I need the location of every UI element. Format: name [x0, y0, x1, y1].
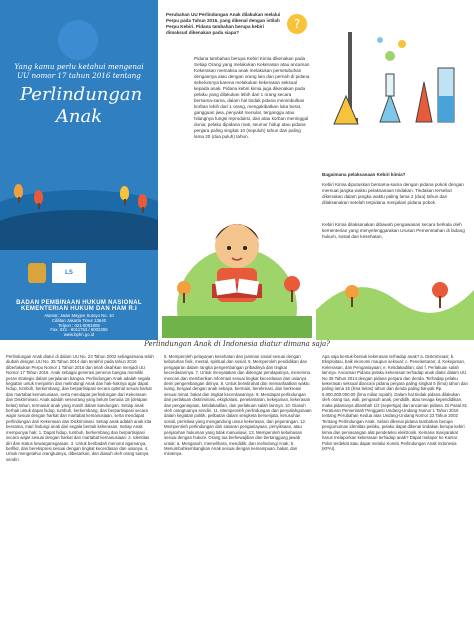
tree-trunk [38, 203, 40, 209]
kemenkumham-logo [28, 263, 46, 283]
tree-trunk [124, 199, 126, 205]
tree-trunk [142, 207, 144, 213]
web-link[interactable]: www.bphn.go.id [63, 332, 95, 338]
org-line-1: BADAN PEMBINAAN HUKUM NASIONAL [16, 300, 142, 306]
svg-text:?: ? [293, 17, 301, 31]
middle-body: Pidana tambahan berupa Kebiri Kimia dikenakan pada Setiap Orang yang melakukan Kekerasan atau ancaman Kekerasan memaksa anak melakukan persetubuhan dengannya atau dengan orang lain dan pernah di pidana sebelumnya karena melakukan kekerasan seksual kepada anak. Pidana kebiri kimia juga dikenakan pada pelaku yang dilakukan lebih dari 1 orang secara bersama-sama, dalam hal tindak pidana menimbulkan korban lebih dari 1 orang, mengakibatkan luka berat, gangguan jiwa, penyakit menular, terganggu atau hilangnya fungsi reproduksi, dan atau korban meninggal dunia; pelaku dipidana mati, seumur hidup atau pidana penjara paling singkat 10 (sepuluh) tahun dan paling lama 20 (dua puluh) tahun. [194, 56, 310, 139]
right-paragraph-2: Kebiri Kimia dilaksanakan dibawah pengawasan secara berkala oleh kementerian yang menyelenggarakan Urusan Pemerintahan di bidang hukum, sosial dan kesehatan. [322, 222, 465, 239]
right-paragraph-1: Kebiri Kimia diputuskan bersama-sama dengan pidana pokok dengan memuat jangka waktu pelaksanaan tindakan. Tindakan tersebut dikenakan dalam jangka waktu paling lama 2 (dua) tahun dan dilaksanakan setelah terpidana menjalani pidana pokok. [322, 182, 464, 205]
tree-trunk [18, 197, 20, 203]
address-line-2: Cililitan Jakarta Timur 13640 [51, 317, 107, 323]
cover-title: Perlindungan Anak [20, 84, 143, 127]
reading-child-illustration [162, 188, 312, 338]
sun-decoration [58, 20, 98, 60]
right-heading: Bagaimana pelaksanaan Kebiri kimia? [322, 172, 406, 177]
tree-icon [34, 190, 43, 204]
tree-icon [14, 184, 23, 198]
cover-contact [0, 314, 158, 340]
fax-text: Fax. 021 - 8011753 / 8002265 [50, 327, 108, 333]
middle-panel [158, 0, 316, 340]
org-line-2: KEMENTERIAN HUKUM DAN HAM R.I [20, 306, 138, 313]
tree-icon [138, 194, 147, 208]
middle-intro: Perubahan UU Perlindungan Anak dilakukan melalui Perpu pada Tahun 2016, yang dikenal dengan istilah Perpu Kebiri. Pidana tambahan berupa kebiri dimaksud dikenakan pada siapa? [166, 12, 281, 35]
cover-panel [0, 0, 158, 340]
question-decoration [282, 10, 312, 50]
hill-decoration [0, 210, 158, 250]
bottom-title: Perlindungan Anak di Indonesia diatur dimana saja? [144, 340, 330, 348]
logo-group [28, 262, 138, 284]
column-1: Perlindungan Anak diatur di dalam UU No. 23 Tahun 2002 sebagaimana telah diubah dengan UU No. 35 Tahun 2014 dan terakhir pada tahun 2016 diberlakukan Perpu Nomor 1 Tahun 2016 dan telah disahkan menjadi UU Nomor 17 Tahun 2016. Anak sebagai generasi penerus bangsa memiliki peran strategis dalam perjalanan bangsa. Perlindungan Anak adalah segala kegiatan untuk menjamin dan melindungi Anak dan hak-haknya agar dapat hidup, tumbuh, berkembang, dan berpartisipasi secara optimal sesuai harkat dan martabat kemanusiaan, serta mendapat perlindungan dari Kekerasan dan Diskriminasi. Anak adalah seseorang yang belum berusia 18 (delapan belas) tahun, termasuk anak yang masih dalam kandungan. Setiap anak berhak untuk dapat hidup, tumbuh, berkembang, dan berpartisipasi secara wajar sesuai dengan harkat dan martabat kemanusiaan, serta mendapat perlindungan dari Kekerasan dan Diskriminasi. Setiap anak adalah anak kita bersama, mari lindungi anak dari segala bentuk kekerasan. Setiap Anak mempunyai hak: 1. Dapat hidup, tumbuh, berkembang dan berpartisipasi secara wajar sesuai dengan harkat dan martabat kemanusiaan. 2. Identitas diri dan status kewarganegaraan. 3. Untuk beribadah menurut agamanya, berfikir, dan berekspresi sesuai dengan tingkat kecerdasan dan usianya. 4. Untuk mengetahui orangtuanya, dibesarkan, dan diasuh oleh orang tuanya sendiri. [6, 354, 154, 462]
bphn-logo: LS [52, 263, 86, 283]
hill-illustration [316, 250, 474, 340]
bottom-panel [0, 340, 474, 632]
science-illustration [320, 4, 470, 154]
tree-icon [120, 186, 129, 200]
phone-text: Telpon : 021-8091908 [58, 322, 100, 328]
right-panel [316, 0, 474, 340]
organization-info [0, 300, 158, 313]
address-line-1: Alamat: Jalan Mayjen Sutoyo No. 10 [44, 314, 114, 318]
column-2: 5. Memperoleh pelayanan kesehatan dan jaminan sosial sesuai dengan kebutuhan fisik, mental, spiritual dan sosial. 6. Memperoleh pendidikan dan pengajaran dalam rangka pengembangan pribadinya dan tingkat kecerdasannya. 7. Untuk menyatakan dan didengar pendapatnya, menerima, mencari dan memberikan informasi sesuai tingkat kecerdasan dan usianya demi pengembangan dirinya. 8. Untuk beristirahat dan memanfaatkan waktu luang, bergaul dengan anak sebaya, bermain, berekreasi, dan berkreasi sesuai minat, bakat dan tingkat kecerdasannya. 9. Mendapat perlindungan dari perlakuan diskriminasi, eksploitasi, penelantaran, kekejaman, kekerasan dan penganiayaan, ketidakadilan, dan perlakuan salah lainnya. 10. Diasuh oleh orangtuanya sendiri. 11. Memperoleh perlindungan dari penyalahgunaan dalam kegiatan politik, pelibatan dalam sengketa bersenjata, kerusuhan sosial, peristiwa yang mengandung unsur kekerasan, dan peperangan. 12. Memperoleh perlindungan dari sasaran penganiayaan, penyiksaan, atau penjatuhan hukuman yang tidak manusiawi. 13. Memperoleh kebebasan sesuai dengan hukum. Orang tua berkewajiban dan bertanggung jawab untuk: a. Mengasuh, memelihara, mendidik, dan melindungi Anak; b. Menumbuhkembangkan Anak sesuai dengan kemampuan, bakat, dan minatnya. [164, 354, 312, 457]
cover-tagline: Yang kamu perlu ketahui mengenai UU nomor 17 tahun 2016 tentang [14, 62, 144, 80]
column-3: Apa saja bentuk-bentuk kekerasan terhadap anak? a. Diskriminasi; b. Eksploitasi, baik ekonomi maupun seksual; c. Penelantaran; d. Kekejaman, Kekerasan, dan Penganiayaan; e. Ketidakadilan; dan f. Perlakuan salah lainnya. Ancaman Pidana pelaku kekerasan terhadap anak diatur dalam UU No 35 Tahun 2014 dengan pidana penjara dan denda. Terhadap pelaku kekerasan seksual diancam pidana penjara paling singkat 5 (lima) tahun dan paling lama 15 (lima belas) tahun dan denda paling banyak Rp. 5.000.000.000,00 (lima miliar rupiah). Dalam hal tindak pidana dilakukan oleh orang tua, wali, pengasuh anak, pendidik, atau tenaga kependidikan, maka pidananya ditambah 1/3 (sepertiga) dari ancaman pidana. Di Pasal 81 Peraturan Pemerintah Pengganti Undang-Undang Nomor 1 Tahun 2016 tentang Perubahan Kedua atas Undang-Undang Nomor 23 Tahun 2002 Tentang Perlindungan Anak. Selain dikenai pidana tambahan berupa pengumuman identitas pelaku, pelaku dapat dikenai tindakan berupa kebiri kimia dan pemasangan alat pendeteksi elektronik. Kemana masyarakat harus melaporkan kekerasan terhadap anak? Dapat melapor ke Kantor Polisi terdekat atau dapat melalui Komisi Perlindungan Anak Indonesia (KPAI). [322, 354, 468, 451]
